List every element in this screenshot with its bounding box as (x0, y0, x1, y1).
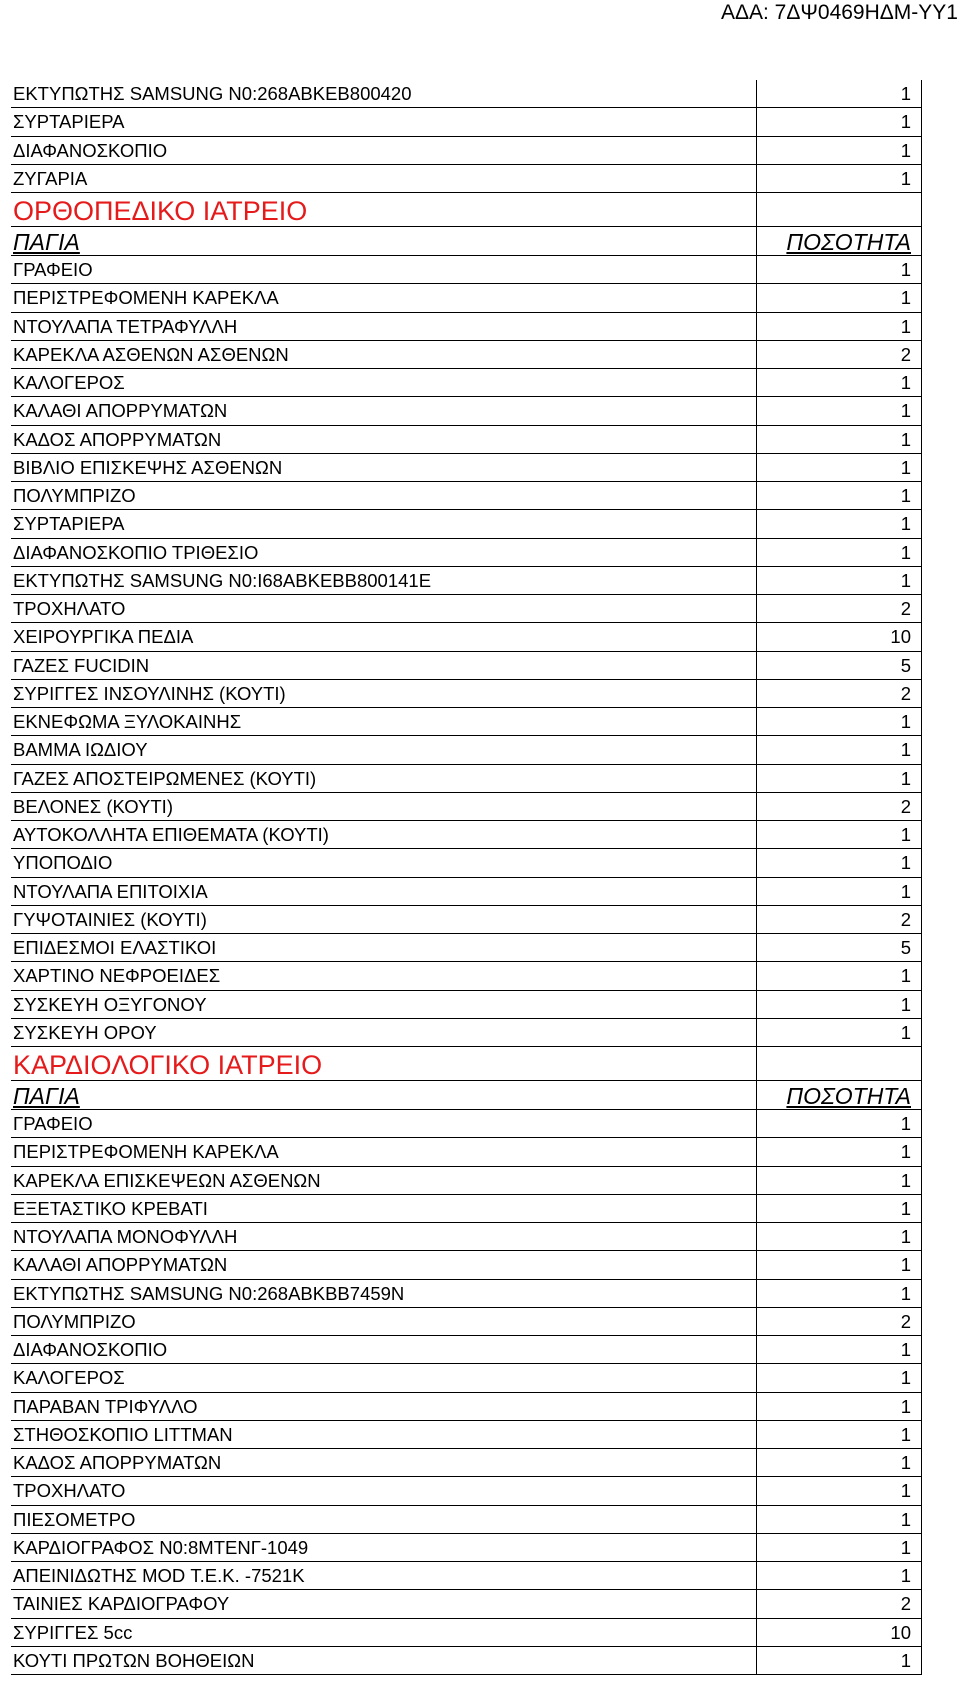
item-name: ΔΙΑΦΑΝΟΣΚΟΠΙΟ (11, 137, 757, 164)
table-row (11, 1421, 922, 1449)
item-quantity: 5 (757, 652, 922, 679)
item-quantity: 1 (757, 1562, 922, 1589)
item-name: ΠΟΛΥΜΠΡΙΖΟ (11, 482, 757, 509)
table-row (11, 510, 922, 538)
item-quantity: 5 (757, 934, 922, 961)
table-row (11, 1619, 922, 1647)
item-quantity: 1 (757, 165, 922, 192)
item-name: ΣΥΣΚΕΥΗ ΟΞΥΓΟΝΟΥ (11, 991, 757, 1018)
item-quantity: 1 (757, 482, 922, 509)
item-quantity: 1 (757, 284, 922, 311)
section-heading-row (11, 193, 922, 227)
table-row (11, 397, 922, 425)
table-row (11, 1308, 922, 1336)
item-name: ΠΟΛΥΜΠΡΙΖΟ (11, 1308, 757, 1335)
item-name: ΚΑΛΑΘΙ ΑΠΟΡΡΥΜΑΤΩΝ (11, 1251, 757, 1278)
item-name: ΤΡΟΧΗΛΑΤΟ (11, 595, 757, 622)
item-name: ΑΠΕΙΝΙΔΩΤΗΣ MOD Τ.Ε.Κ. -7521K (11, 1562, 757, 1589)
item-quantity: 1 (757, 1449, 922, 1476)
item-quantity: 2 (757, 906, 922, 933)
table-row (11, 1110, 922, 1138)
item-quantity: 1 (757, 1019, 922, 1046)
table-row (11, 1019, 922, 1047)
table-row (11, 539, 922, 567)
column-header-row (11, 227, 922, 256)
item-quantity: 1 (757, 1477, 922, 1504)
table-row (11, 1167, 922, 1195)
item-name: ΤΑΙΝΙΕΣ ΚΑΡΔΙΟΓΡΑΦΟΥ (11, 1590, 757, 1617)
table-row (11, 165, 922, 193)
column-header-quantity: ΠΟΣΟΤΗΤΑ (757, 1081, 922, 1109)
item-name: ΕΠΙΔΕΣΜΟΙ ΕΛΑΣΤΙΚΟΙ (11, 934, 757, 961)
table-row (11, 256, 922, 284)
table-row (11, 595, 922, 623)
item-name: ΠΑΡΑΒΑΝ ΤΡΙΦΥΛΛΟ (11, 1393, 757, 1420)
table-row (11, 1590, 922, 1618)
item-quantity: 1 (757, 1251, 922, 1278)
item-quantity: 1 (757, 1167, 922, 1194)
item-name: ΚΑΔΟΣ ΑΠΟΡΡΥΜΑΤΩΝ (11, 426, 757, 453)
item-name: ΒΑΜΜΑ ΙΩΔΙΟΥ (11, 736, 757, 763)
table-row (11, 1534, 922, 1562)
item-name: ΚΑΛΟΓΕΡΟΣ (11, 369, 757, 396)
inventory-table (11, 80, 922, 1675)
table-row (11, 652, 922, 680)
item-name: ΝΤΟΥΛΑΠΑ ΤΕΤΡΑΦΥΛΛΗ (11, 313, 757, 340)
item-name: ΕΚΤΥΠΩΤΗΣ SAMSUNG N0:268ABKEB800420 (11, 80, 757, 107)
item-quantity: 1 (757, 765, 922, 792)
item-quantity: 1 (757, 878, 922, 905)
table-row (11, 765, 922, 793)
item-quantity: 1 (757, 1393, 922, 1420)
column-header-quantity: ΠΟΣΟΤΗΤΑ (757, 227, 922, 255)
item-quantity: 1 (757, 369, 922, 396)
table-row (11, 878, 922, 906)
item-quantity: 1 (757, 454, 922, 481)
table-row (11, 934, 922, 962)
item-quantity: 1 (757, 1421, 922, 1448)
item-name: ΕΚΤΥΠΩΤΗΣ SAMSUNG N0:I68ABKEBB800141E (11, 567, 757, 594)
table-row (11, 991, 922, 1019)
item-quantity: 10 (757, 623, 922, 650)
table-row (11, 1506, 922, 1534)
item-name: ΣΥΡΤΑΡΙΕΡΑ (11, 108, 757, 135)
table-row (11, 80, 922, 108)
item-quantity: 2 (757, 793, 922, 820)
item-name: ΒΕΛΟΝΕΣ (ΚΟΥΤΙ) (11, 793, 757, 820)
item-quantity: 1 (757, 397, 922, 424)
item-name: ΓΡΑΦΕΙΟ (11, 1110, 757, 1137)
table-row (11, 369, 922, 397)
item-name: ΓΡΑΦΕΙΟ (11, 256, 757, 283)
table-row (11, 1449, 922, 1477)
item-quantity: 1 (757, 1110, 922, 1137)
column-header-row (11, 1081, 922, 1110)
table-row (11, 962, 922, 990)
table-row (11, 284, 922, 312)
item-quantity: 1 (757, 539, 922, 566)
item-name: ΤΡΟΧΗΛΑΤΟ (11, 1477, 757, 1504)
document-id-header: ΑΔΑ: 7ΔΨ0469ΗΔΜ-ΥΥ1 (720, 1, 958, 24)
item-quantity: 1 (757, 1647, 922, 1674)
item-name: ΓΑΖΕΣ FUCIDIN (11, 652, 757, 679)
item-name: ΠΕΡΙΣΤΡΕΦΟΜΕΝΗ ΚΑΡΕΚΛΑ (11, 1138, 757, 1165)
table-row (11, 1280, 922, 1308)
item-name: ΚΑΡΔΙΟΓΡΑΦΟΣ N0:8ΜΤΕΝΓ-1049 (11, 1534, 757, 1561)
item-quantity: 10 (757, 1619, 922, 1646)
item-quantity (757, 193, 922, 226)
table-row (11, 482, 922, 510)
item-name: ΧΕΙΡΟΥΡΓΙΚΑ ΠΕΔΙΑ (11, 623, 757, 650)
item-name: ΝΤΟΥΛΑΠΑ ΕΠΙΤΟΙΧΙΑ (11, 878, 757, 905)
item-quantity: 1 (757, 567, 922, 594)
item-quantity: 1 (757, 962, 922, 989)
item-quantity: 1 (757, 1364, 922, 1391)
item-quantity: 1 (757, 80, 922, 107)
item-quantity: 2 (757, 1308, 922, 1335)
item-quantity: 1 (757, 1280, 922, 1307)
table-row (11, 137, 922, 165)
table-row (11, 906, 922, 934)
item-name: ΣΥΡΙΓΓΕΣ ΙΝΣΟΥΛΙΝΗΣ (ΚΟΥΤΙ) (11, 680, 757, 707)
item-quantity: 1 (757, 510, 922, 537)
table-row (11, 1393, 922, 1421)
table-row (11, 793, 922, 821)
table-row (11, 623, 922, 651)
item-name: ΖΥΓΑΡΙΑ (11, 165, 757, 192)
item-name: ΣΥΡΙΓΓΕΣ 5cc (11, 1619, 757, 1646)
item-name: ΕΚΝΕΦΩΜΑ ΞΥΛΟΚΑΙΝΗΣ (11, 708, 757, 735)
table-row (11, 1336, 922, 1364)
table-row (11, 708, 922, 736)
item-name: ΕΞΕΤΑΣΤΙΚΟ ΚΡΕΒΑΤΙ (11, 1195, 757, 1222)
section-title: ΚΑΡΔΙΟΛΟΓΙΚΟ ΙΑΤΡΕΙΟ (11, 1047, 757, 1080)
item-name: ΚΑΛΑΘΙ ΑΠΟΡΡΥΜΑΤΩΝ (11, 397, 757, 424)
item-quantity: 1 (757, 313, 922, 340)
table-row (11, 1477, 922, 1505)
item-name: ΔΙΑΦΑΝΟΣΚΟΠΙΟ ΤΡΙΘΕΣΙΟ (11, 539, 757, 566)
table-row (11, 108, 922, 136)
item-quantity: 1 (757, 1195, 922, 1222)
section-heading-row (11, 1047, 922, 1081)
table-row (11, 1223, 922, 1251)
table-row (11, 821, 922, 849)
item-quantity: 1 (757, 256, 922, 283)
item-name: ΒΙΒΛΙΟ ΕΠΙΣΚΕΨΗΣ ΑΣΘΕΝΩΝ (11, 454, 757, 481)
item-name: ΣΥΣΚΕΥΗ ΟΡΟΥ (11, 1019, 757, 1046)
item-quantity: 1 (757, 137, 922, 164)
item-name: ΚΑΡΕΚΛΑ ΕΠΙΣΚΕΨΕΩΝ ΑΣΘΕΝΩΝ (11, 1167, 757, 1194)
item-quantity: 2 (757, 1590, 922, 1617)
table-row (11, 313, 922, 341)
item-name: ΚΟΥΤΙ ΠΡΩΤΩΝ ΒΟΗΘΕΙΩΝ (11, 1647, 757, 1674)
item-quantity: 1 (757, 1336, 922, 1363)
item-quantity: 2 (757, 341, 922, 368)
item-name: ΣΥΡΤΑΡΙΕΡΑ (11, 510, 757, 537)
table-row (11, 1562, 922, 1590)
item-quantity: 1 (757, 849, 922, 876)
section-title: ΟΡΘΟΠΕΔΙΚΟ ΙΑΤΡΕΙΟ (11, 193, 757, 226)
table-row (11, 426, 922, 454)
item-quantity: 1 (757, 991, 922, 1018)
item-name: ΥΠΟΠΟΔΙΟ (11, 849, 757, 876)
table-row (11, 341, 922, 369)
item-name: ΝΤΟΥΛΑΠΑ ΜΟΝΟΦΥΛΛΗ (11, 1223, 757, 1250)
item-name: ΑΥΤΟΚΟΛΛΗΤΑ ΕΠΙΘΕΜΑΤΑ (ΚΟΥΤΙ) (11, 821, 757, 848)
item-quantity: 1 (757, 821, 922, 848)
item-quantity: 1 (757, 1506, 922, 1533)
item-quantity: 2 (757, 680, 922, 707)
column-header-item: ΠΑΓΙΑ (11, 227, 757, 255)
item-quantity: 1 (757, 426, 922, 453)
item-quantity: 1 (757, 1223, 922, 1250)
item-quantity: 1 (757, 1534, 922, 1561)
item-name: ΚΑΛΟΓΕΡΟΣ (11, 1364, 757, 1391)
table-row (11, 1138, 922, 1166)
item-name: ΚΑΔΟΣ ΑΠΟΡΡΥΜΑΤΩΝ (11, 1449, 757, 1476)
table-row (11, 1251, 922, 1279)
item-name: ΓΥΨΟΤΑΙΝΙΕΣ (ΚΟΥΤΙ) (11, 906, 757, 933)
item-name: ΣΤΗΘΟΣΚΟΠΙΟ LITTMAN (11, 1421, 757, 1448)
table-row (11, 736, 922, 764)
table-row (11, 1647, 922, 1675)
table-row (11, 1364, 922, 1392)
item-quantity: 1 (757, 1138, 922, 1165)
table-row (11, 680, 922, 708)
item-name: ΓΑΖΕΣ ΑΠΟΣΤΕΙΡΩΜΕΝΕΣ (ΚΟΥΤΙ) (11, 765, 757, 792)
column-header-item: ΠΑΓΙΑ (11, 1081, 757, 1109)
table-row (11, 849, 922, 877)
item-name: ΠΕΡΙΣΤΡΕΦΟΜΕΝΗ ΚΑΡΕΚΛΑ (11, 284, 757, 311)
item-name: ΠΙΕΣΟΜΕΤΡΟ (11, 1506, 757, 1533)
item-name: ΔΙΑΦΑΝΟΣΚΟΠΙΟ (11, 1336, 757, 1363)
table-row (11, 1195, 922, 1223)
item-name: ΚΑΡΕΚΛΑ ΑΣΘΕΝΩΝ ΑΣΘΕΝΩΝ (11, 341, 757, 368)
item-name: ΕΚΤΥΠΩΤΗΣ SAMSUNG N0:268ABKBB7459N (11, 1280, 757, 1307)
table-row (11, 567, 922, 595)
item-name: ΧΑΡΤΙΝΟ ΝΕΦΡΟΕΙΔΕΣ (11, 962, 757, 989)
item-quantity: 1 (757, 708, 922, 735)
item-quantity (757, 1047, 922, 1080)
item-quantity: 1 (757, 736, 922, 763)
item-quantity: 2 (757, 595, 922, 622)
item-quantity: 1 (757, 108, 922, 135)
table-row (11, 454, 922, 482)
